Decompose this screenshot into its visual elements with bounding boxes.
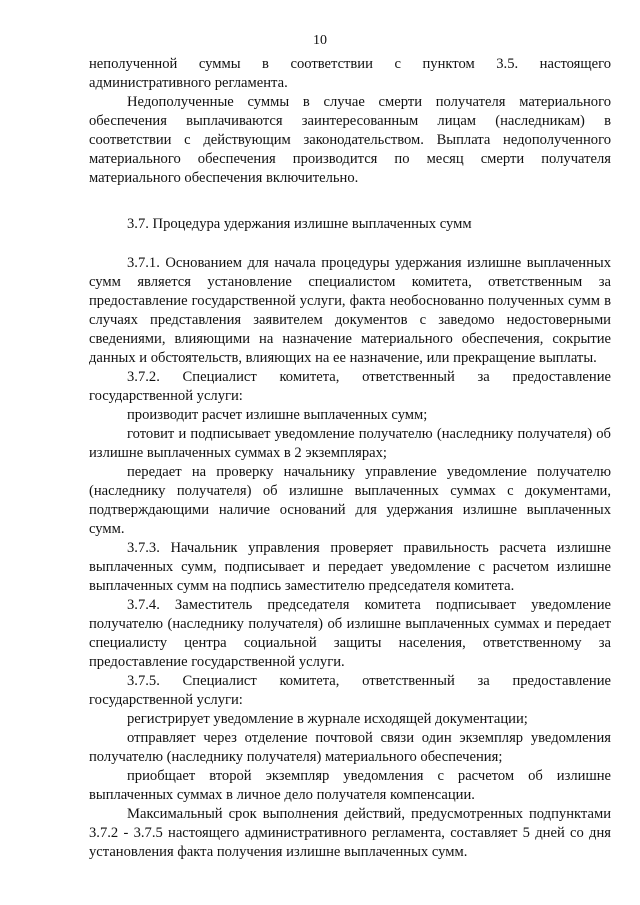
- paragraph-max-term: Максимальный срок выполнения действий, предусмотренных подпунктами 3.7.2 - 3.7.5 настоящего административного регламента, составляет 5 дней со дня установления факта получения излишне выплаченных сумм.: [89, 806, 611, 860]
- list-item-calculation: производит расчет излишне выплаченных сумм;: [127, 407, 428, 423]
- paragraph-3-7-5: 3.7.5. Специалист комитета, ответственный за предоставление государственной услуги:: [89, 673, 611, 708]
- paragraph-unpaid-sums: Недополученные суммы в случае смерти получателя материального обеспечения выплачиваются заинтересованным лицам (наследникам) в соответствии с действующим законодательством. Выплата недополученного материального обеспечения производится по месяц смерти получателя материального обеспечения включительно.: [89, 94, 611, 186]
- paragraph-3-7-2: 3.7.2. Специалист комитета, ответственный за предоставление государственной услуги:: [89, 369, 611, 404]
- list-item-prepare-notice: готовит и подписывает уведомление получателю (наследнику получателя) об излишне выплаченных суммах в 2 экземплярах;: [89, 426, 611, 461]
- section-heading: 3.7. Процедура удержания излишне выплаченных сумм: [127, 216, 472, 232]
- list-item-register: регистрирует уведомление в журнале исходящей документации;: [127, 711, 528, 727]
- list-item-send: отправляет через отделение почтовой связи один экземпляр уведомления получателю (наследнику получателя) материального обеспечения;: [89, 730, 611, 765]
- list-item-submit-check: передает на проверку начальнику управление уведомление получателю (наследнику получателя) об излишне выплаченных суммах с документами, подтверждающими наличие оснований для удержания излишне выплаченных сумм.: [89, 464, 611, 537]
- list-item-attach: приобщает второй экземпляр уведомления с расчетом об излишне выплаченных суммах в личное дело получателя компенсации.: [89, 768, 611, 803]
- paragraph-3-7-4: 3.7.4. Заместитель председателя комитета подписывает уведомление получателю (наследнику получателя) об излишне выплаченных суммах и передает специалисту центра социальной защиты населения, ответственному за предоставление государственной услуги.: [89, 597, 611, 670]
- paragraph-3-7-1: 3.7.1. Основанием для начала процедуры удержания излишне выплаченных сумм является установление специалистом комитета, ответственным за предоставление государственной услуги, факта необоснованно полученных сумм в случаях представления заявителем документов с заведомо недостоверными сведениями, влияющими на назначение материального обеспечения, сокрытие данных и обстоятельств, влияющих на ее назначение, или прекращение выплаты.: [89, 255, 611, 366]
- paragraph-3-7-3: 3.7.3. Начальник управления проверяет правильность расчета излишне выплаченных сумм, подписывает и передает уведомление с расчетом излишне выплаченных сумм на подпись заместителю председателя комитета.: [89, 540, 611, 594]
- page-number: 10: [313, 33, 327, 48]
- document-body: [89, 55, 611, 862]
- paragraph-continuation: неполученной суммы в соответствии с пунктом 3.5. настоящего административного регламента.: [89, 56, 611, 91]
